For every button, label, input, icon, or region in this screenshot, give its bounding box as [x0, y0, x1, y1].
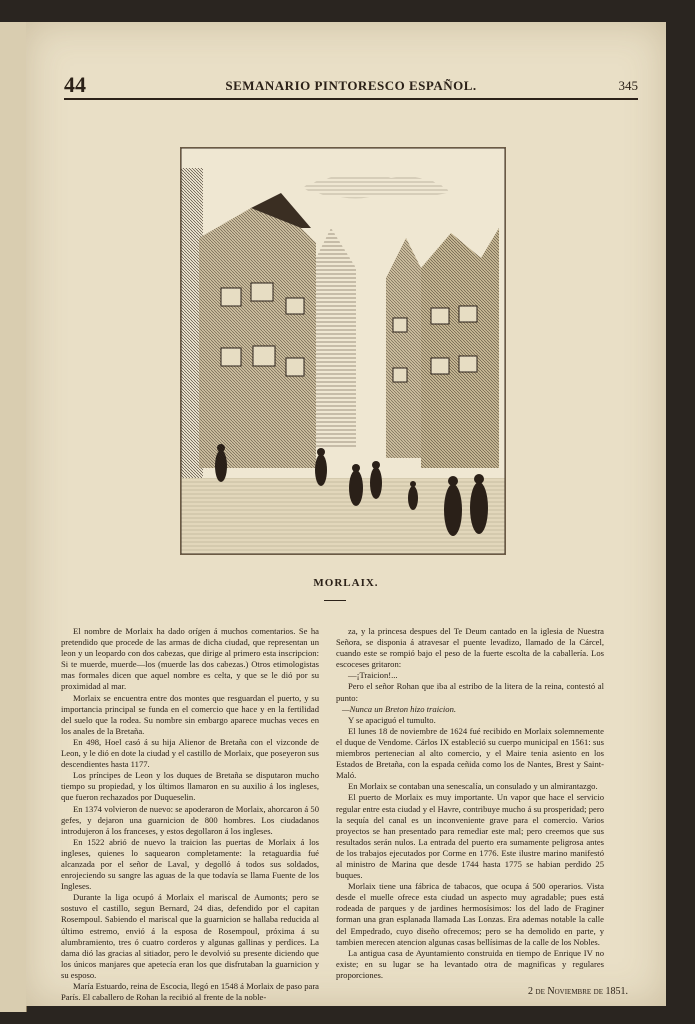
journal-title: SEMANARIO PINTORESCO ESPAÑOL.	[225, 78, 477, 93]
page-header	[64, 72, 638, 100]
paragraph: Y se apaciguó el tumulto.	[348, 714, 436, 725]
paragraph: En 1374 volvieron de nuevo: se apoderaron de Morlaix, ahorcaron á 50 gefes, y dejaron una guarnicion de 800 hombres. Los ciudadanos introdujeron á los franceses, y estos degollaron á los ingleses.	[61, 803, 319, 836]
paragraph: Morlaix tiene una fábrica de tabacos, que ocupa á 500 operarios. Vista desde el muelle ofrece esta ciudad un aspecto muy agradable; pues está rodeada de parques y de jardines hermosísimos: los del lado de Fraginer forman una gran esplanada llamada Las Lonzas. Era ademas notable la calle del Empedrado, cuyo diseño ofrecemos; pero se ha demolido en parte, y tambien merecen atencion algunas casas bellísimas de la calle de los Nobles.	[336, 881, 604, 947]
previous-page-edge	[0, 22, 27, 1012]
street-engraving	[180, 147, 506, 555]
paragraph: El puerto de Morlaix es muy importante. Un vapor que hace el servicio regular entre esta ciudad y el Havre, contribuye mucho á su prosperidad; pero la sequía del canal es un inconveniente grave para el comercio. Varios proyectos se han presentado para remediar este mal; pero creemos que sus resultados serán nulos. La entrada del puerto era sumamente peligrosa antes de los trabajos ejecutados por Corme en 1776. Este ilustre marino manifestó al ministro de Marina que desde 1744 hasta 1775 se habian perdido 25 buques.	[336, 792, 604, 881]
paragraph: En 1522 abrió de nuevo la traicion las puertas de Morlaix á los ingleses, quienes lo saquearon completamente: la retaguardia fué alcanzada por el señor de Laval, y degolló á todos sus soldados, enrojeciendo su sangre las aguas de la que todavía se llama Fuente de los Ingleses.	[61, 836, 319, 892]
paragraph: En 498, Hoel casó á su hija Alienor de Bretaña con el vizconde de Leon, y le dió en dote la ciudad y el castillo de Morlaix, que poseyeron sus descendientes hasta 1177.	[61, 736, 319, 770]
paragraph: El nombre de Morlaix ha dado orígen á muchos comentarios. Se ha pretendido que procede de las armas de dicha ciudad, que representan un leon y un leopardo con dos cabezas, que dirige al primero esta inscripcion: Si te muerde, muerde—los (muerde las dos cabezas.) Otros etimologistas mas formales dicen que aquel nombre es celta, y que se le dió por su proximidad al mar.	[61, 626, 319, 692]
paragraph: Durante la liga ocupó á Morlaix el mariscal de Aumonts; pero se sostuvo el castillo, segun Bernard, 24 dias, defendido por el capitan Rosempoul. Sabiendo el mariscal que la guarnicion se hallaba reducida al último estremo, envió á la esposa de Rosempoul, próxima á su alumbramiento, tres ó cuatro corderos y algunas gallinas y perdices. La dama dió las gracias al sitiador, pero le devolvió su presente diciendo que los únicos manjares que apetecía eran los que disfrutaban la guarnicion y su esposo.	[61, 892, 319, 980]
page-number: 345	[618, 78, 638, 93]
journal-page	[26, 22, 666, 1006]
paragraph: Pero el señor Rohan que iba al estribo de la litera de la reina, contestó al punto:	[336, 681, 604, 703]
text-column-left	[61, 626, 319, 1003]
paragraph: Los príncipes de Leon y los duques de Bretaña se disputaron mucho tiempo su propiedad, y los últimos llamaron en su auxilio á los ingleses, que fueron rechazados por Duqueselin.	[61, 770, 319, 803]
issue-number: 44	[64, 72, 86, 97]
paragraph: La antigua casa de Ayuntamiento construida en tiempo de Enrique IV no existe; en su lugar se ha levantado otra de magnificas y regulares proporciones.	[336, 947, 604, 980]
caption-divider	[324, 600, 346, 601]
paragraph: Morlaix se encuentra entre dos montes que resguardan el puerto, y su importancia principal se funda en el comercio que hace y en la fertilidad del suelo que la rodea. Su nombre sin embargo aparece muchas veces en los anales de la Bretaña.	[61, 692, 319, 736]
paragraph: En Morlaix se contaban una senescalía, un consulado y un almirantazgo.	[348, 781, 598, 792]
issue-date: 2 de Noviembre de 1851.	[528, 986, 628, 997]
paragraph: —Nunca un Breton hizo traicion.	[342, 703, 457, 714]
paragraph: El lunes 18 de noviembre de 1624 fué recibido en Morlaix solemnemente el duque de Vendome. Cárlos IX estableció su cuerpo municipal en 1561: sus miembros pertenecian al alto comercio, y el Maire tenia asiento en los Estados de Bretaña, con la espada ceñida como los de Nantes, Brest y Saint-Maló.	[336, 725, 604, 781]
paragraph: —¡Traicion!...	[348, 670, 398, 681]
text-column-right	[336, 626, 604, 981]
illustration-caption: MORLAIX.	[313, 577, 379, 589]
paragraph: María Estuardo, reina de Escocia, llegó en 1548 á Morlaix de paso para París. El caballero de Rohan la recibió al frente de la noble-	[61, 981, 319, 1003]
paragraph: za, y la princesa despues del Te Deum cantado en la iglesia de Nuestra Señora, se disponia á atravesar el puente levadizo, llamado de la Cárcel, cuando este se rompió bajo el peso de la fuerte escolta de la caballería. Los escoceses gritaron:	[336, 626, 604, 670]
